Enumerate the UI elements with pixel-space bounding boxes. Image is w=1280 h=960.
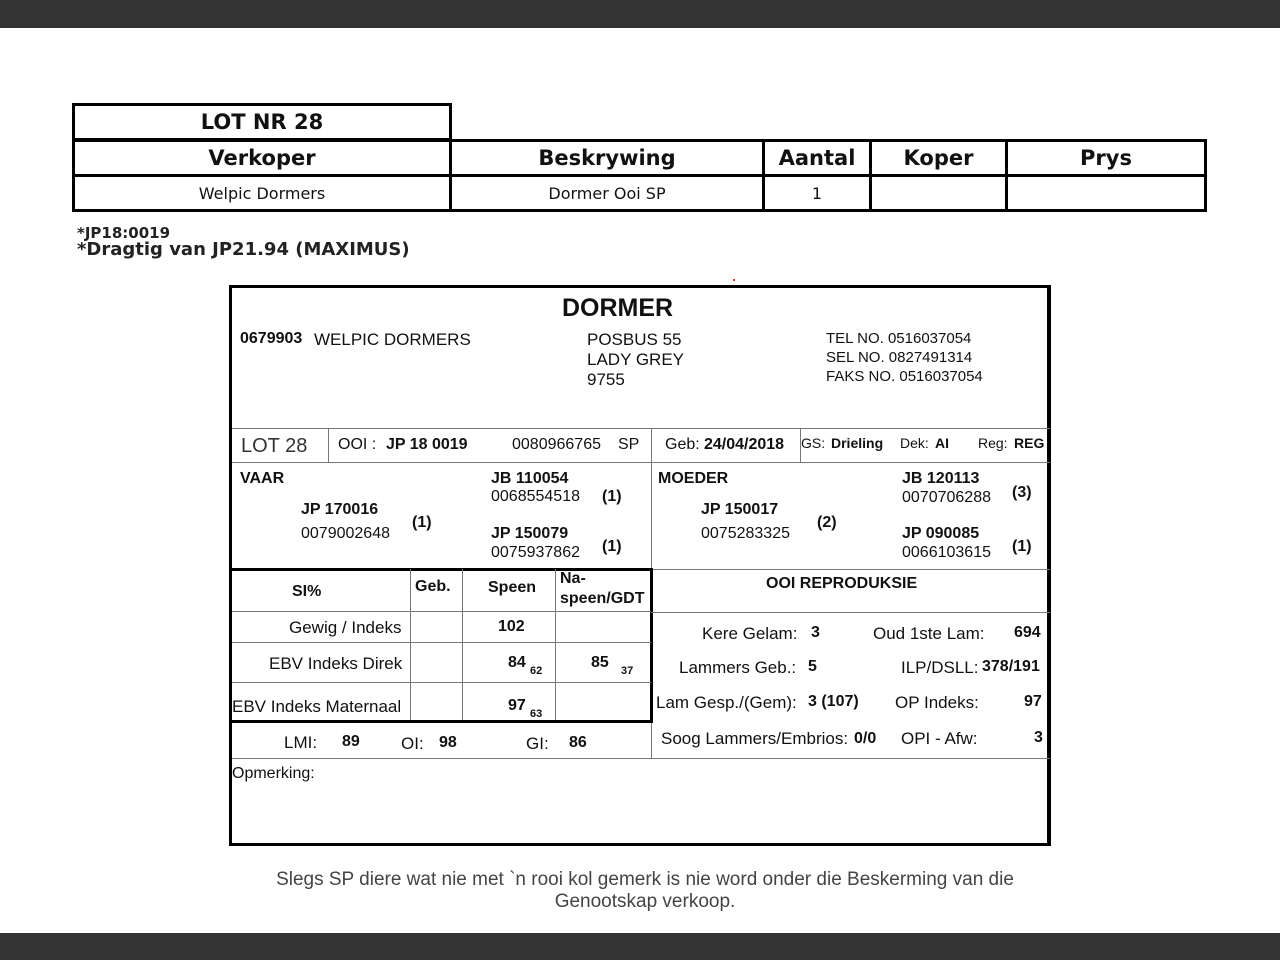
si-header-geb: Geb. [415, 578, 451, 595]
sire-dam-id: JP 150079 [491, 525, 569, 542]
address-line-3: 9755 [587, 370, 625, 389]
kere-label: Kere Gelam: [702, 624, 798, 643]
ilp-value: 378/191 [982, 658, 1040, 675]
si-header-speen: Speen [488, 579, 537, 596]
ooi-reg: 0080966765 [512, 436, 601, 453]
reg-label: Reg: [978, 435, 1008, 451]
bottom-bar [0, 933, 1280, 960]
gs-label: GS: [801, 435, 826, 451]
gi-value: 86 [569, 734, 587, 751]
opi-value: 3 [1034, 729, 1043, 746]
ooi-label: OOI : [338, 436, 377, 453]
dam-dam-num: 0066103615 [902, 544, 991, 561]
sire-dam-count: (1) [602, 538, 622, 555]
dam-dam-count: (1) [1012, 538, 1032, 555]
repro-title: OOI REPRODUKSIE [766, 575, 918, 592]
note-line-1: *JP18:0019 [77, 224, 171, 242]
header-verkoper: Verkoper [72, 139, 452, 177]
owner-name: WELPIC DORMERS [314, 330, 471, 349]
sire-sire-num: 0068554518 [491, 488, 580, 505]
lmi-value: 89 [342, 733, 360, 750]
dam-sire-id: JB 120113 [902, 470, 980, 487]
reg-value: REG [1014, 435, 1045, 451]
footer-line-1: Slegs SP diere wat nie met `n rooi kol gemerk is nie word onder die Beskerming van die [276, 869, 1014, 890]
dam-count: (2) [817, 514, 837, 531]
si-row-direk-na: 85 [591, 654, 609, 671]
sire-id: JP 170016 [301, 501, 379, 518]
geb-date: 24/04/2018 [704, 436, 785, 453]
footer-line-2: Genootskap verkoop. [554, 891, 736, 912]
header-koper: Koper [869, 139, 1008, 177]
oi-value: 98 [439, 734, 457, 751]
si-row-gewig-speen: 102 [498, 618, 525, 635]
opi-label: OPI - Afw: [901, 729, 978, 748]
cell-beskrywing: Dormer Ooi SP [449, 174, 765, 212]
dam-num: 0075283325 [701, 525, 790, 542]
lot-title: LOT NR 28 [72, 103, 452, 141]
cell-aantal: 1 [762, 174, 872, 212]
ilp-label: ILP/DSLL: [901, 658, 979, 677]
si-header-na: Na- [560, 570, 586, 587]
opmerking-label: Opmerking: [232, 765, 315, 782]
ooi-id: JP 18 0019 [386, 436, 468, 453]
lam-label: Lam Gesp./(Gem): [656, 693, 797, 712]
cell-prys [1005, 174, 1207, 212]
red-dot [733, 279, 735, 281]
sire-sire-id: JB 110054 [491, 470, 569, 487]
header-prys: Prys [1005, 139, 1207, 177]
dam-dam-id: JP 090085 [902, 525, 980, 542]
address-line-2: LADY GREY [587, 350, 685, 369]
gs-value: Drieling [831, 435, 884, 451]
dam-sire-count: (3) [1012, 484, 1032, 501]
si-row-maternaal-speen: 97 [508, 697, 526, 714]
si-row-direk-speen-acc: 62 [530, 665, 543, 677]
cell-verkoper: Welpic Dormers [72, 174, 452, 212]
dam-id: JP 150017 [701, 501, 779, 518]
contact-faks: FAKS NO. 0516037054 [826, 368, 983, 385]
owner-id: 0679903 [240, 330, 303, 347]
oi-label: OI: [401, 734, 424, 753]
footer-disclaimer [200, 869, 1090, 913]
top-bar [0, 0, 1280, 28]
vaar-label: VAAR [240, 470, 285, 487]
header-aantal: Aantal [762, 139, 872, 177]
lmi-label: LMI: [284, 733, 318, 752]
note-line-2: *Dragtig van JP21.94 (MAXIMUS) [77, 239, 410, 260]
address-line-1: POSBUS 55 [587, 330, 682, 349]
si-row-direk-label: EBV Indeks Direk [269, 654, 403, 673]
contact-tel: TEL NO. 0516037054 [826, 330, 972, 347]
si-row-maternaal-label: EBV Indeks Maternaal [232, 697, 402, 716]
oud-value: 694 [1014, 624, 1041, 641]
dam-sire-num: 0070706288 [902, 489, 991, 506]
kere-value: 3 [811, 624, 820, 641]
si-row-gewig-label: Gewig / Indeks [289, 618, 402, 637]
header-beskrywing: Beskrywing [449, 139, 765, 177]
sire-count: (1) [412, 514, 432, 531]
dek-value: AI [935, 435, 949, 451]
si-row-maternaal-speen-acc: 63 [530, 708, 543, 720]
si-header-naspeen: speen/GDT [560, 590, 645, 607]
gi-label: GI: [526, 734, 549, 753]
sire-sire-count: (1) [602, 488, 622, 505]
si-row-direk-speen: 84 [508, 654, 526, 671]
geb-label: Geb: [665, 436, 700, 453]
lammers-value: 5 [808, 658, 817, 675]
dek-label: Dek: [900, 435, 929, 451]
soog-value: 0/0 [854, 730, 877, 747]
op-label: OP Indeks: [895, 693, 979, 712]
breed-title: DORMER [562, 294, 674, 322]
sire-dam-num: 0075937862 [491, 544, 580, 561]
ooi-class: SP [618, 436, 640, 453]
lot-label: LOT 28 [241, 435, 308, 457]
op-value: 97 [1024, 693, 1042, 710]
moeder-label: MOEDER [658, 470, 729, 487]
soog-label: Soog Lammers/Embrios: [661, 729, 849, 748]
si-header-si: SI% [292, 583, 322, 600]
lammers-label: Lammers Geb.: [679, 658, 797, 677]
si-row-direk-na-acc: 37 [621, 665, 634, 677]
certificate [229, 285, 1051, 846]
contact-sel: SEL NO. 0827491314 [826, 349, 973, 366]
cell-koper [869, 174, 1008, 212]
oud-label: Oud 1ste Lam: [873, 624, 985, 643]
sire-num: 0079002648 [301, 525, 390, 542]
lam-value: 3 (107) [808, 693, 859, 710]
